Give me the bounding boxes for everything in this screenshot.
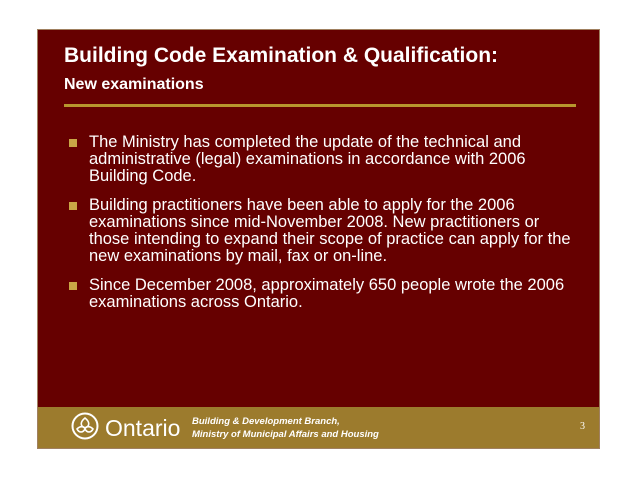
page-number: 3	[580, 421, 585, 432]
bullet-item	[64, 134, 584, 185]
bullet-list	[64, 134, 584, 323]
branch-line-1: Building & Development Branch,	[192, 416, 340, 427]
slide	[37, 29, 600, 449]
branch-credit	[192, 415, 379, 441]
bullet-item	[64, 277, 584, 311]
branch-line-2: Ministry of Municipal Affairs and Housing	[192, 429, 379, 440]
bullet-text: The Ministry has completed the update of the technical and administrative (legal) examinations in accordance with 2006 Building Code.	[89, 133, 526, 185]
square-bullet-icon	[69, 282, 77, 290]
slide-footer	[38, 407, 600, 448]
ontario-logo-text: Ontario	[105, 415, 181, 441]
square-bullet-icon	[69, 139, 77, 147]
bullet-text: Building practitioners have been able to apply for the 2006 examinations since mid-November 2008. New practitioners or those intending to expand their scope of practice can apply for the new examinations by mail, fax or on-line.	[89, 196, 571, 265]
slide-title: Building Code Examination & Qualification:	[64, 44, 499, 67]
title-divider	[64, 104, 576, 107]
slide-subtitle: New examinations	[64, 76, 204, 93]
bullet-item	[64, 197, 584, 265]
square-bullet-icon	[69, 202, 77, 210]
bullet-text: Since December 2008, approximately 650 people wrote the 2006 examinations across Ontario.	[89, 276, 565, 311]
trillium-icon	[71, 412, 99, 440]
